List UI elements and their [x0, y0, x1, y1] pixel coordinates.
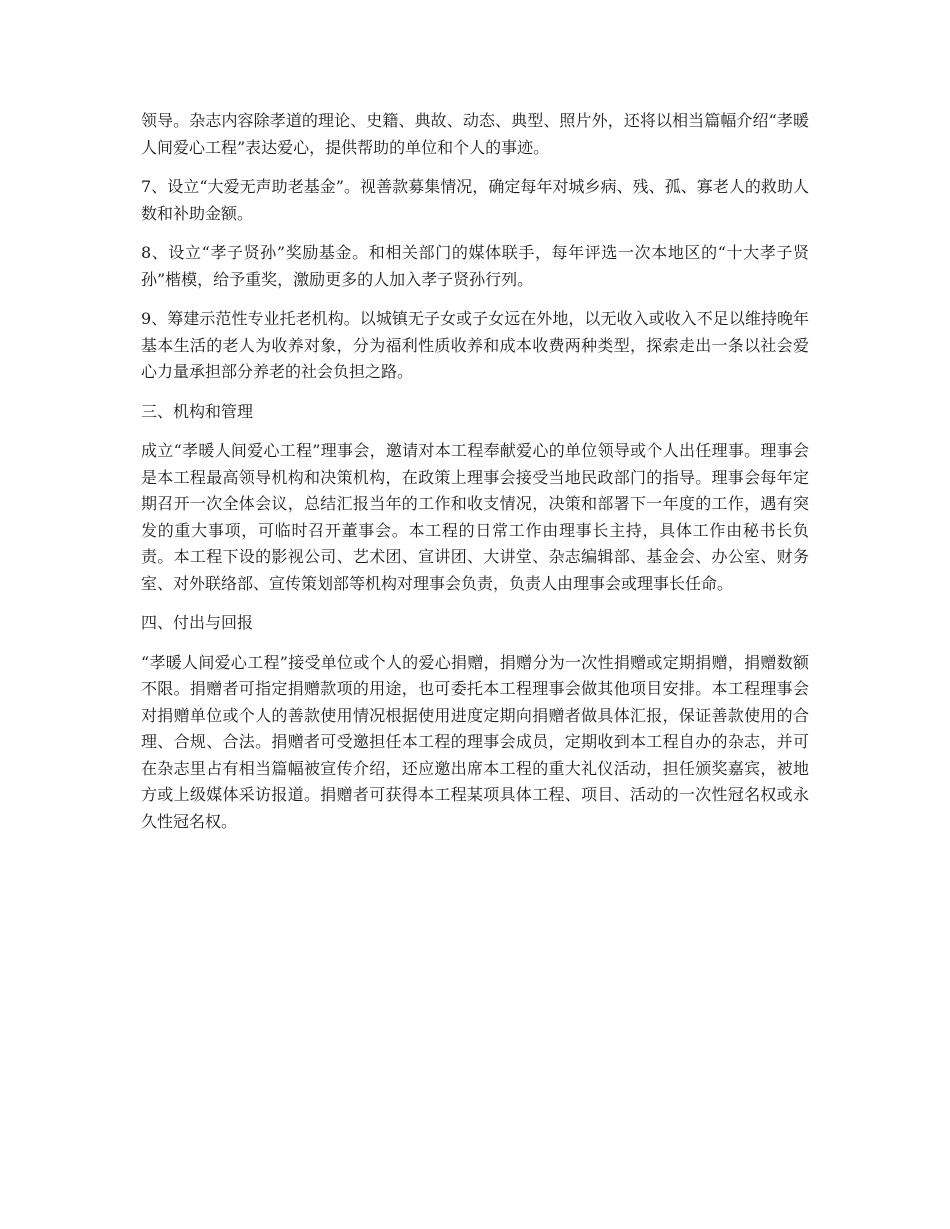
paragraph-item-7: 7、设立“大爱无声助老基金”。视善款募集情况，确定每年对城乡病、残、孤、寡老人的救助人数和补助金额。: [141, 177, 809, 223]
paragraph-item-9: 9、筹建示范性专业托老机构。以城镇无子女或子女远在外地，以无收入或收入不足以维持晚年基本生活的老人为收养对象，分为福利性质收养和成本收费两种类型，探索走出一条以社会爱心力量承担部分养老的社会负担之路。: [141, 309, 809, 381]
paragraph-return: “孝暖人间爱心工程”接受单位或个人的爱心捐赠，捐赠分为一次性捐赠或定期捐赠，捐赠数额不限。捐赠者可指定捐赠款项的用途，也可委托本工程理事会做其他项目安排。本工程理事会对捐赠单位或个人的善款使用情况根据使用进度定期向捐赠者做具体汇报，保证善款使用的合理、合规、合法。捐赠者可受邀担任本工程的理事会成员，定期收到本工程自办的杂志，并可在杂志里占有相当篇幅被宣传介绍，还应邀出席本工程的重大礼仪活动，担任颁奖嘉宾，被地方或上级媒体采访报道。捐赠者可获得本工程某项具体工程、项目、活动的一次性冠名权或永久性冠名权。: [141, 652, 809, 831]
paragraph-organization: 成立“孝暖人间爱心工程”理事会，邀请对本工程奉献爱心的单位领导或个人出任理事。理事会是本工程最高领导机构和决策机构，在政策上理事会接受当地民政部门的指导。理事会每年定期召开一次全体会议，总结汇报当年的工作和收支情况，决策和部署下一年度的工作，遇有突发的重大事项，可临时召开董事会。本工程的日常工作由理事长主持，具体工作由秘书长负责。本工程下设的影视公司、艺术团、宣讲团、大讲堂、杂志编辑部、基金会、办公室、财务室、对外联络部、宣传策划部等机构对理事会负责，负责人由理事会或理事长任命。: [141, 441, 809, 593]
document-page: [141, 108, 809, 848]
paragraph-item-8: 8、设立“孝子贤孙”奖励基金。和相关部门的媒体联手，每年评选一次本地区的“十大孝子贤孙”楷模，给予重奖，激励更多的人加入孝子贤孙行列。: [141, 243, 809, 289]
section-heading-return: 四、付出与回报: [141, 613, 254, 632]
paragraph-intro-continued: 领导。杂志内容除孝道的理论、史籍、典故、动态、典型、照片外，还将以相当篇幅介绍“孝暖人间爱心工程”表达爱心，提供帮助的单位和个人的事迹。: [141, 111, 809, 157]
section-heading-organization: 三、机构和管理: [141, 401, 254, 421]
